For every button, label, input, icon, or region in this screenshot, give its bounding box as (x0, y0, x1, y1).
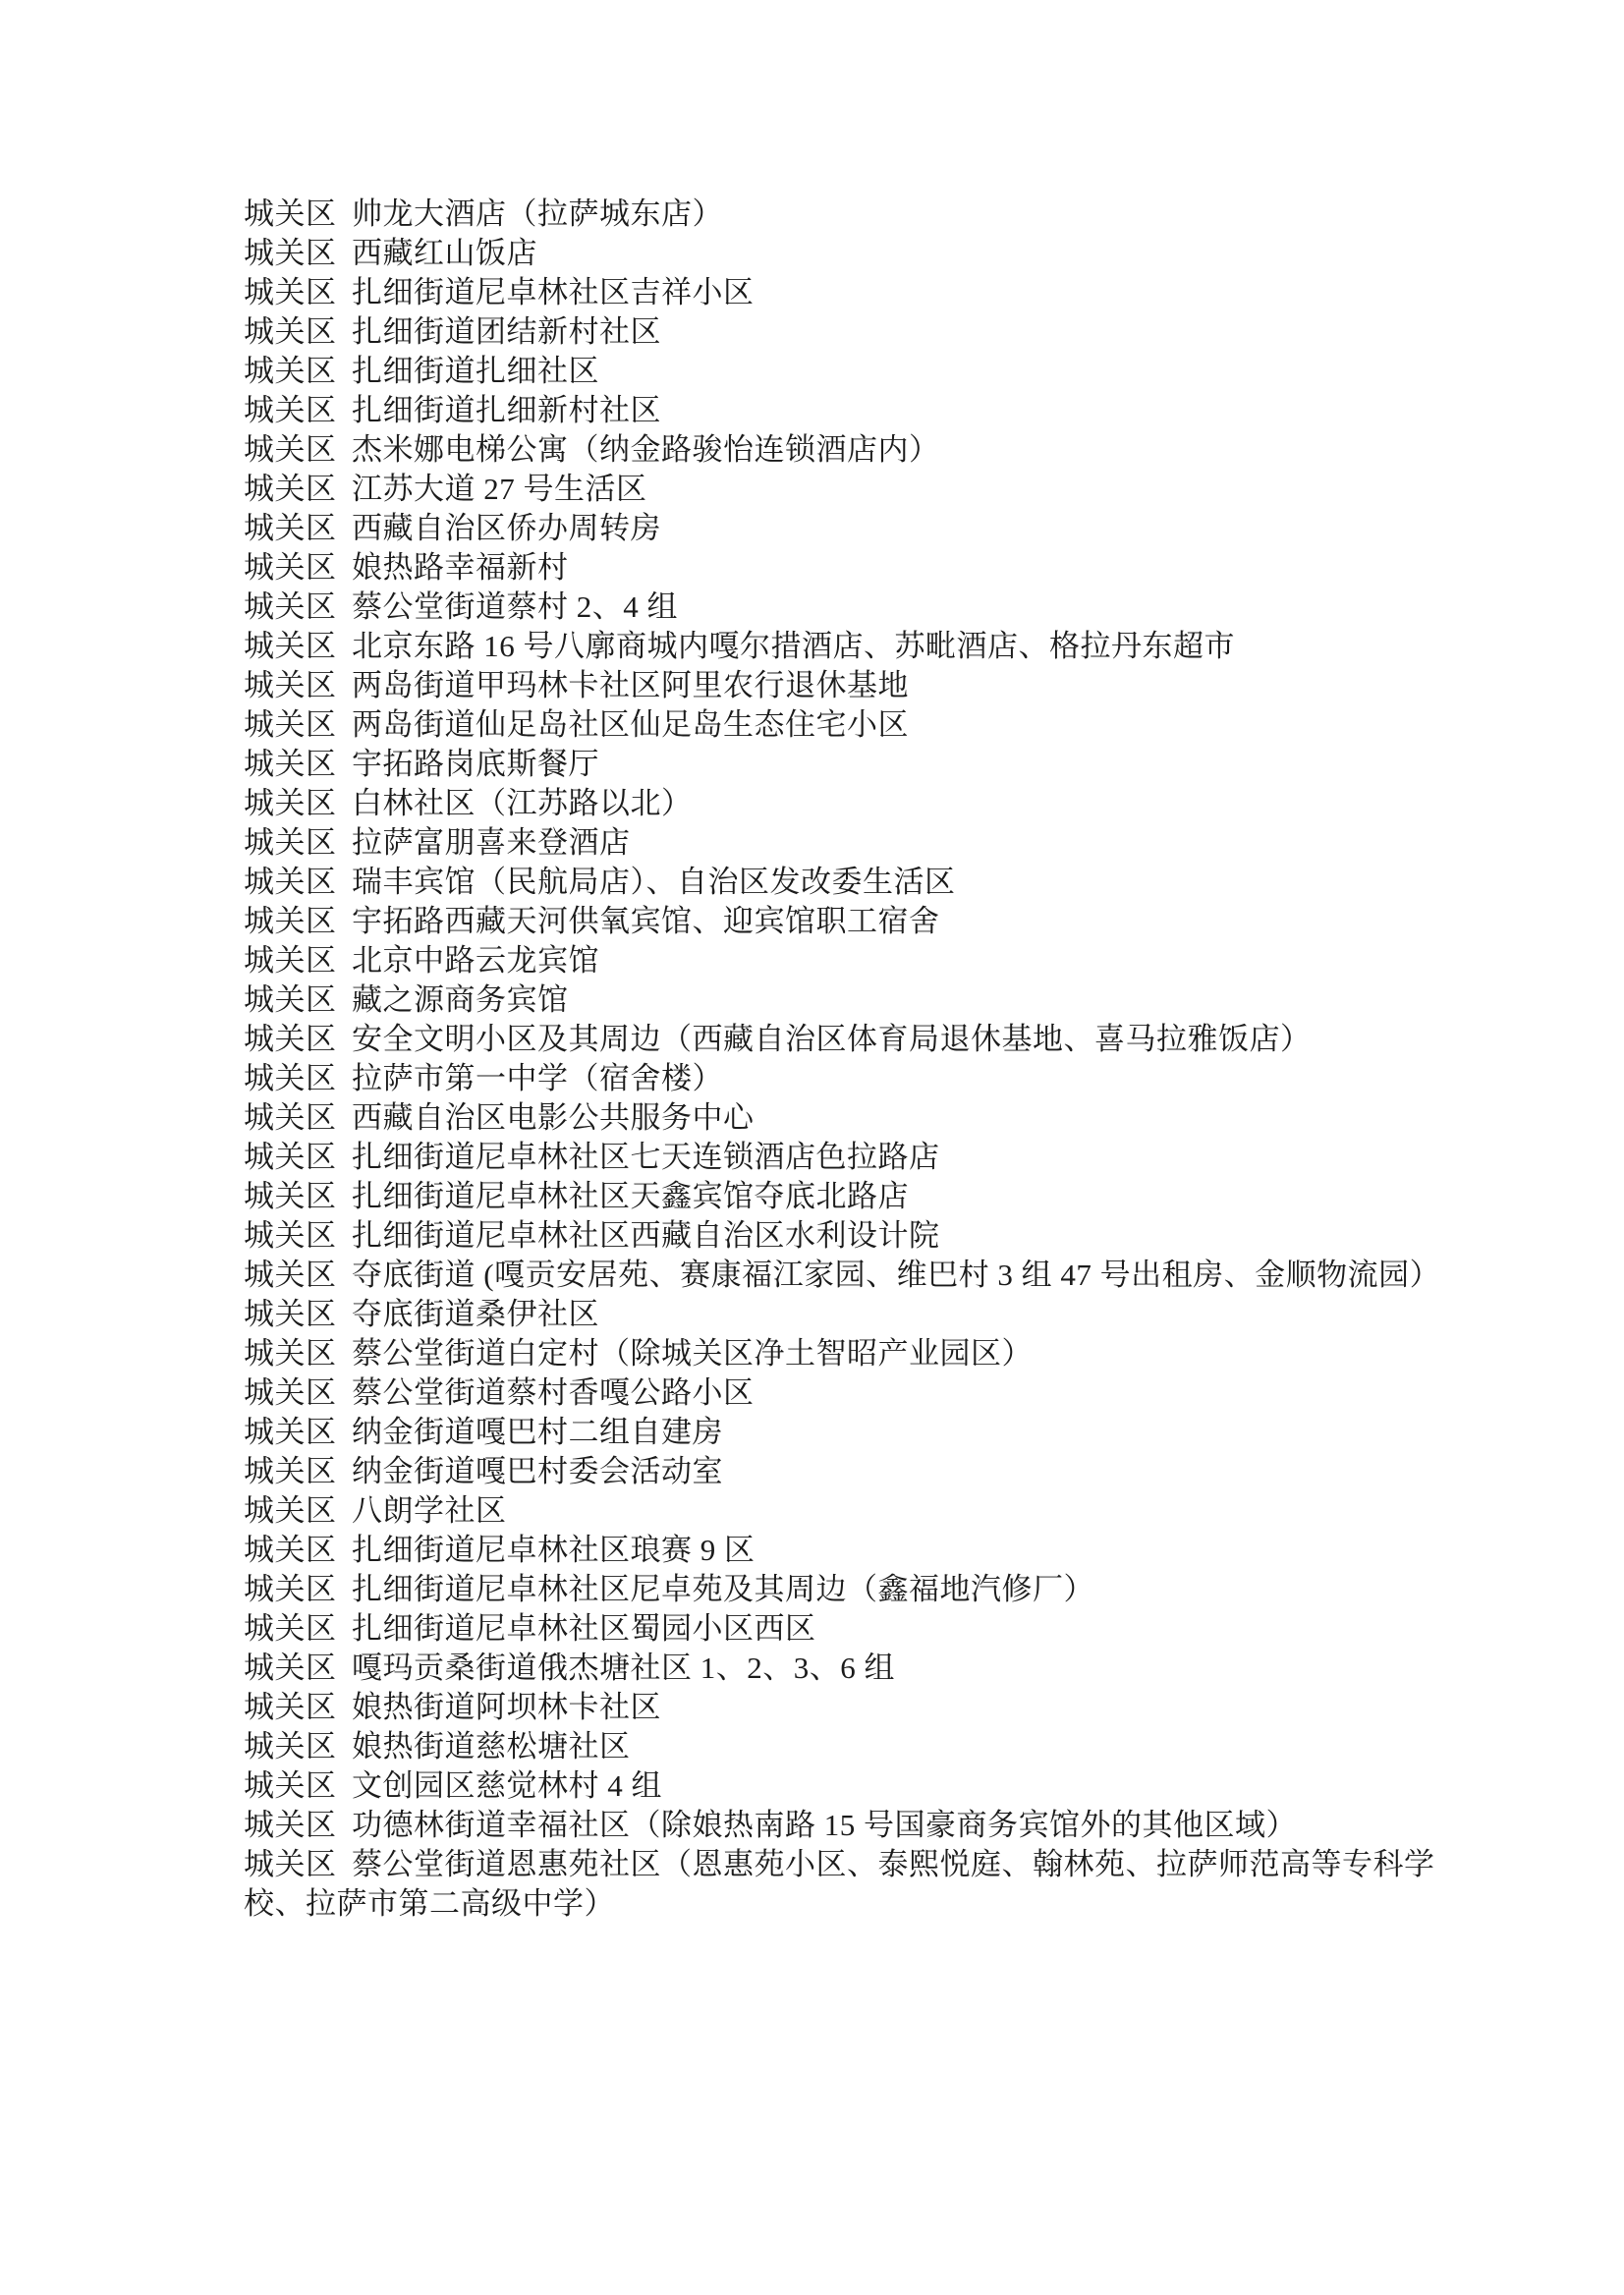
location-text: 西藏自治区侨办周转房 (352, 511, 661, 545)
list-item (244, 627, 1464, 666)
location-text: 嘎玛贡桑街道俄杰塘社区 1、2、3、6 组 (352, 1651, 895, 1685)
location-text: 扎细街道尼卓林社区七天连锁酒店色拉路店 (352, 1140, 940, 1174)
district-label: 城关区 (244, 1533, 337, 1567)
location-text: 娘热街道阿坝林卡社区 (352, 1690, 661, 1724)
location-text: 西藏红山饭店 (352, 236, 537, 270)
location-text: 白林社区（江苏路以北） (352, 786, 693, 820)
list-item (244, 1216, 1464, 1256)
location-text: 藏之源商务宾馆 (352, 982, 569, 1017)
district-label: 城关区 (244, 1258, 337, 1292)
location-text: 江苏大道 27 号生活区 (352, 472, 647, 506)
location-text: 夺底街道 (嘎贡安居苑、赛康福江家园、维巴村 3 组 47 号出租房、金顺物流园） (352, 1258, 1441, 1292)
list-item (244, 1727, 1464, 1766)
location-text: 瑞丰宾馆（民航局店）、自治区发改委生活区 (352, 865, 956, 899)
district-label: 城关区 (244, 472, 337, 506)
list-item (244, 1649, 1464, 1688)
location-text: 夺底街道桑伊社区 (352, 1297, 599, 1331)
location-text: 娘热路幸福新村 (352, 550, 569, 585)
location-text: 蔡公堂街道蔡村香嘎公路小区 (352, 1375, 755, 1410)
location-text: 两岛街道仙足岛社区仙足岛生态住宅小区 (352, 707, 909, 742)
district-label: 城关区 (244, 1022, 337, 1056)
location-text: 扎细街道尼卓林社区天鑫宾馆夺底北路店 (352, 1179, 909, 1213)
location-text: 扎细街道尼卓林社区吉祥小区 (352, 275, 755, 309)
district-label: 城关区 (244, 1454, 337, 1488)
list-item (244, 1766, 1464, 1806)
location-text: 宇拓路岗底斯餐厅 (352, 747, 599, 781)
district-label: 城关区 (244, 236, 337, 270)
district-label: 城关区 (244, 707, 337, 742)
list-item (244, 784, 1464, 823)
location-text: 扎细街道尼卓林社区尼卓苑及其周边（鑫福地汽修厂） (352, 1572, 1094, 1606)
list-item (244, 1020, 1464, 1059)
location-text: 蔡公堂街道恩惠苑社区（恩惠苑小区、泰熙悦庭、翰林苑、拉萨师范高等专科学校、拉萨市第二高级中学） (244, 1847, 1435, 1921)
list-item (244, 980, 1464, 1020)
district-label: 城关区 (244, 865, 337, 899)
district-label: 城关区 (244, 1690, 337, 1724)
list-item (244, 1256, 1464, 1295)
district-label: 城关区 (244, 1847, 337, 1881)
location-text: 宇拓路西藏天河供氧宾馆、迎宾馆职工宿舍 (352, 904, 940, 938)
district-label: 城关区 (244, 511, 337, 545)
list-item (244, 1609, 1464, 1649)
district-label: 城关区 (244, 629, 337, 663)
list-item (244, 1098, 1464, 1138)
location-text: 扎细街道尼卓林社区琅赛 9 区 (352, 1533, 756, 1567)
district-label: 城关区 (244, 354, 337, 388)
location-text: 八朗学社区 (352, 1493, 507, 1528)
list-item (244, 1688, 1464, 1727)
district-label: 城关区 (244, 1140, 337, 1174)
list-item (244, 1491, 1464, 1531)
district-label: 城关区 (244, 1572, 337, 1606)
location-text: 功德林街道幸福社区（除娘热南路 15 号国豪商务宾馆外的其他区域） (352, 1808, 1297, 1842)
district-label: 城关区 (244, 432, 337, 467)
district-label: 城关区 (244, 1415, 337, 1449)
list-item (244, 863, 1464, 902)
district-label: 城关区 (244, 196, 337, 231)
list-item (244, 1334, 1464, 1373)
location-text: 北京中路云龙宾馆 (352, 943, 599, 978)
district-label: 城关区 (244, 275, 337, 309)
location-text: 扎细街道团结新村社区 (352, 314, 661, 349)
district-label: 城关区 (244, 668, 337, 702)
list-item (244, 1570, 1464, 1609)
district-label: 城关区 (244, 1179, 337, 1213)
list-item (244, 941, 1464, 980)
list-item (244, 509, 1464, 548)
list-item (244, 430, 1464, 470)
district-label: 城关区 (244, 747, 337, 781)
location-text: 两岛街道甲玛林卡社区阿里农行退休基地 (352, 668, 909, 702)
district-label: 城关区 (244, 1297, 337, 1331)
district-label: 城关区 (244, 1611, 337, 1646)
district-label: 城关区 (244, 825, 337, 860)
location-text: 娘热街道慈松塘社区 (352, 1729, 631, 1763)
list-item (244, 352, 1464, 391)
district-label: 城关区 (244, 1061, 337, 1095)
location-text: 拉萨富朋喜来登酒店 (352, 825, 631, 860)
list-item (244, 1138, 1464, 1177)
list-item (244, 1806, 1464, 1845)
district-label: 城关区 (244, 393, 337, 427)
district-label: 城关区 (244, 314, 337, 349)
location-text: 纳金街道嘎巴村委会活动室 (352, 1454, 723, 1488)
list-item (244, 391, 1464, 430)
list-item (244, 588, 1464, 627)
district-label: 城关区 (244, 1336, 337, 1371)
list-item (244, 1531, 1464, 1570)
list-item (244, 1059, 1464, 1098)
location-text: 纳金街道嘎巴村二组自建房 (352, 1415, 723, 1449)
district-label: 城关区 (244, 1651, 337, 1685)
list-item (244, 1413, 1464, 1452)
location-text: 拉萨市第一中学（宿舍楼） (352, 1061, 723, 1095)
list-item (244, 273, 1464, 312)
list-item (244, 1177, 1464, 1216)
district-label: 城关区 (244, 1768, 337, 1803)
district-label: 城关区 (244, 1729, 337, 1763)
location-text: 西藏自治区电影公共服务中心 (352, 1100, 755, 1135)
list-item (244, 234, 1464, 273)
location-text: 文创园区慈觉林村 4 组 (352, 1768, 662, 1803)
list-item (244, 195, 1464, 234)
list-item (244, 1373, 1464, 1413)
district-label: 城关区 (244, 1218, 337, 1253)
district-label: 城关区 (244, 589, 337, 624)
district-label: 城关区 (244, 904, 337, 938)
district-area-list (244, 195, 1464, 1924)
list-item (244, 1452, 1464, 1491)
district-label: 城关区 (244, 982, 337, 1017)
district-label: 城关区 (244, 1493, 337, 1528)
list-item (244, 745, 1464, 784)
list-item (244, 705, 1464, 745)
district-label: 城关区 (244, 550, 337, 585)
list-item (244, 902, 1464, 941)
list-item (244, 1845, 1464, 1924)
list-item (244, 666, 1464, 705)
location-text: 扎细街道尼卓林社区蜀园小区西区 (352, 1611, 816, 1646)
location-text: 扎细街道扎细社区 (352, 354, 599, 388)
district-label: 城关区 (244, 943, 337, 978)
location-text: 扎细街道扎细新村社区 (352, 393, 661, 427)
list-item (244, 470, 1464, 509)
location-text: 北京东路 16 号八廓商城内嘎尔措酒店、苏毗酒店、格拉丹东超市 (352, 629, 1235, 663)
location-text: 扎细街道尼卓林社区西藏自治区水利设计院 (352, 1218, 940, 1253)
district-label: 城关区 (244, 1375, 337, 1410)
list-item (244, 312, 1464, 352)
district-label: 城关区 (244, 1808, 337, 1842)
location-text: 帅龙大酒店（拉萨城东店） (352, 196, 723, 231)
list-item (244, 1295, 1464, 1334)
list-item (244, 823, 1464, 863)
location-text: 蔡公堂街道蔡村 2、4 组 (352, 589, 678, 624)
district-label: 城关区 (244, 1100, 337, 1135)
location-text: 杰米娜电梯公寓（纳金路骏怡连锁酒店内） (352, 432, 940, 467)
district-label: 城关区 (244, 786, 337, 820)
location-text: 安全文明小区及其周边（西藏自治区体育局退休基地、喜马拉雅饭店） (352, 1022, 1312, 1056)
list-item (244, 548, 1464, 588)
location-text: 蔡公堂街道白定村（除城关区净土智昭产业园区） (352, 1336, 1033, 1371)
